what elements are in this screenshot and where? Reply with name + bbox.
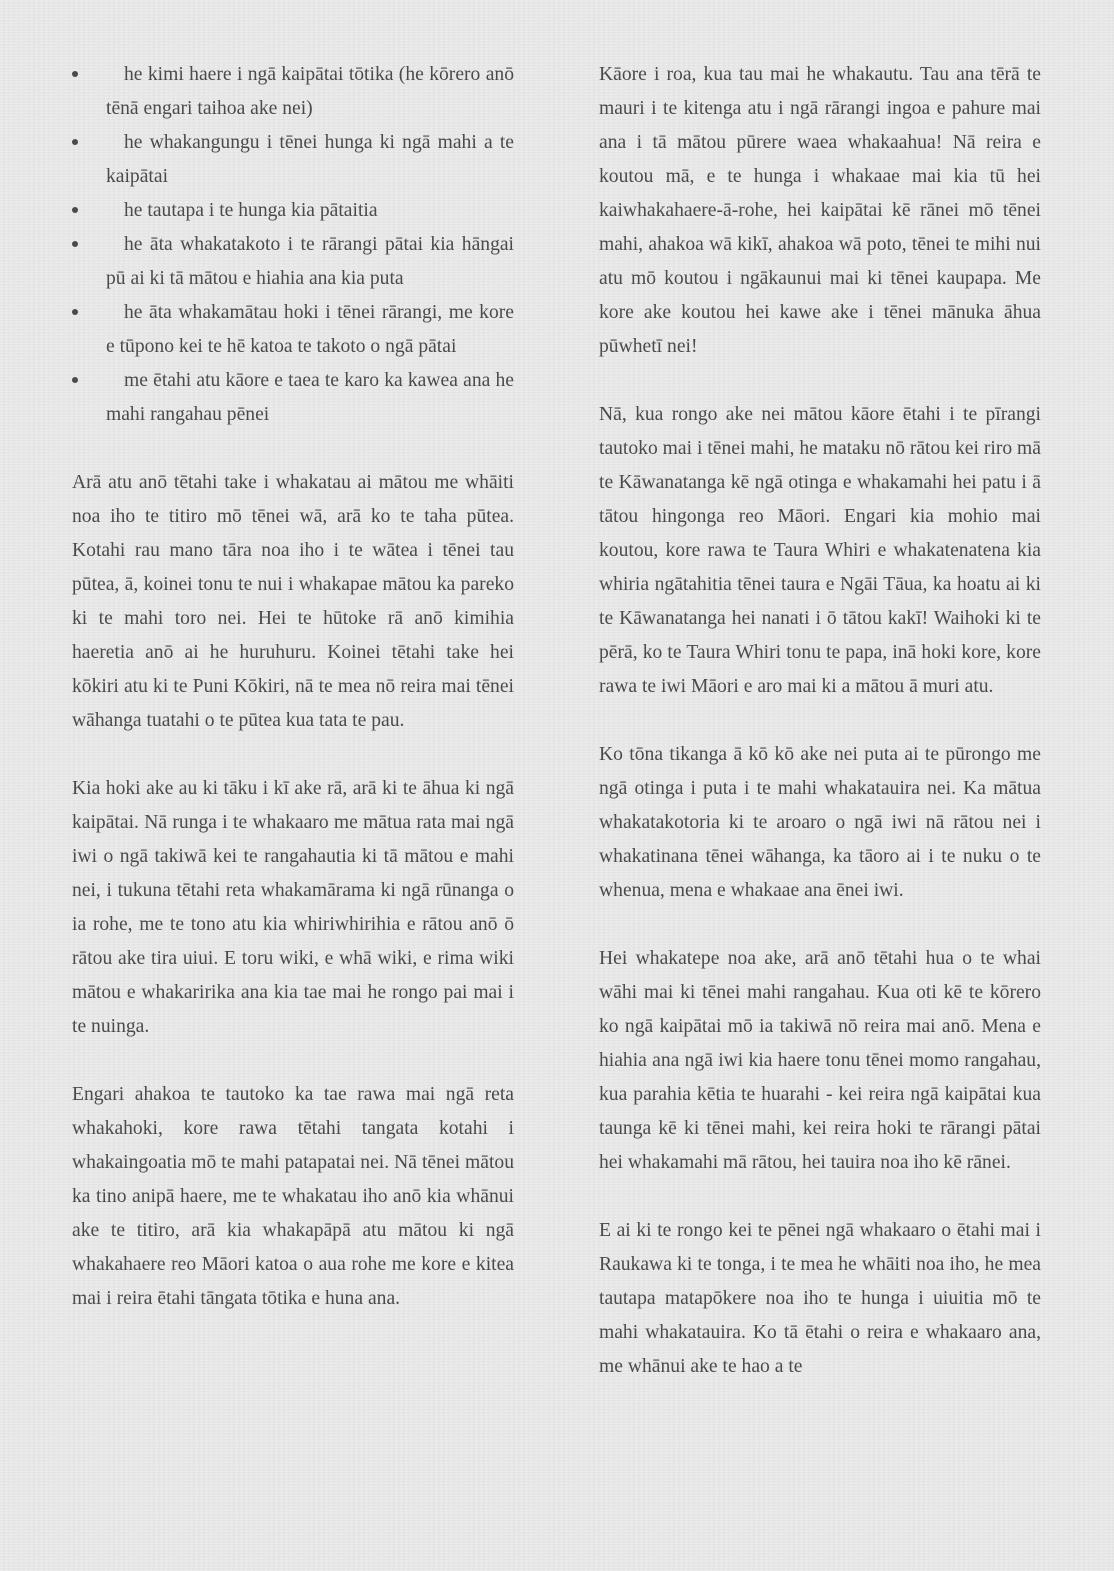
body-paragraph: E ai ki te rongo kei te pēnei ngā whakaaro o ētahi mai i Raukawa ki te tonga, i te mea he whāiti noa iho, he mea tautapa matapōkere noa iho te hunga i uiuitia mō te mahi whakatauira. Ko tā ētahi o reira e whakaaro ana, me whānui ake te hao a te (599, 1220, 1041, 1377)
bullet-text: me ētahi atu kāore e taea te karo ka kawea ana he mahi rangahau pēnei (106, 370, 514, 425)
bullet-item (72, 296, 514, 364)
bullet-text: he āta whakatakoto i te rārangi pātai kia hāngai pū ai ki tā mātou e hiahia ana kia puta (106, 234, 514, 289)
body-paragraph: Engari ahakoa te tautoko ka tae rawa mai ngā reta whakahoki, kore rawa tētahi tangata kotahi i whakaingoatia mō te mahi patapatai nei. Nā tēnei mātou ka tino anipā haere, me te whakatau iho anō kia whānui ake te titiro, arā kia whakapāpā atu mātou ki ngā whakahaere reo Māori katoa o aua rohe me kore e kitea mai i reira ētahi tāngata tōtika e huna ana. (72, 1084, 514, 1309)
bullet-dot-icon (72, 309, 78, 315)
bullet-item (72, 194, 514, 228)
right-column (599, 58, 1041, 1418)
body-paragraph: Nā, kua rongo ake nei mātou kāore ētahi i te pīrangi tautoko mai i tēnei mahi, he mataku nō rātou kei riro mā te Kāwanatanga kē ngā otinga e whakamahi hei patu i ā tātou hingonga reo Māori. Engari kia mohio mai koutou, kore rawa te Taura Whiri e whakatenatena kia whiria ngātahitia tēnei taura e Ngāi Tāua, ka hoatu ai ki te Kāwanatanga hei nanati i ō tātou kakī! Waihoki ki te pērā, ko te Taura Whiri tonu te papa, inā hoki kore, kore rawa te iwi Māori e aro mai ki a mātou ā muri atu. (599, 404, 1041, 697)
bullet-text: he tautapa i te hunga kia pātaitia (124, 200, 378, 221)
bullet-text: he kimi haere i ngā kaipātai tōtika (he kōrero anō tēnā engari taihoa ake nei) (106, 64, 514, 119)
bullet-dot-icon (72, 377, 78, 383)
bullet-text: he whakangungu i tēnei hunga ki ngā mahi a te kaipātai (106, 132, 514, 187)
bullet-item (72, 126, 514, 194)
bullet-item (72, 364, 514, 432)
body-paragraph: Kāore i roa, kua tau mai he whakautu. Tau ana tērā te mauri i te kitenga atu i ngā rārangi ingoa e pahure mai ana i tā mātou pūrere waea whakaahua! Nā reira e koutou mā, e te hunga i whakaae mai kia tū hei kaiwhakahaere-ā-rohe, hei kaipātai kē rānei mō tēnei mahi, ahakoa wā kikī, ahakoa wā poto, tēnei te mihi nui atu mō koutou i ngākaunui mai ki tēnei kaupapa. Me kore ake koutou hei kawe ake i tēnei mānuka āhua pūwhetī nei! (599, 64, 1041, 357)
body-paragraph: Ko tōna tikanga ā kō kō ake nei puta ai te pūrongo me ngā otinga i puta i te mahi whakatauira nei. Ka mātua whakatakotoria ki te aroaro o ngā iwi nā rātou nei i whakatinana tēnei wāhanga, ka tāoro ai i te nuku o te whenua, mena e whakaae ana ēnei iwi. (599, 744, 1041, 901)
body-paragraph: Hei whakatepe noa ake, arā anō tētahi hua o te whai wāhi mai ki tēnei mahi rangahau. Kua oti kē te kōrero ko ngā kaipātai mō ia takiwā nō reira mai anō. Mena e hiahia ana ngā iwi kia haere tonu tēnei momo rangahau, kua parahia kētia te huarahi - kei reira ngā kaipātai kua taunga kē ki tēnei mahi, kei reira hoki te rārangi pātai hei whakamahi mā rātou, hei tauira noa iho kē rānei. (599, 948, 1041, 1173)
bullet-list (72, 58, 514, 432)
bullet-dot-icon (72, 71, 78, 77)
left-column (72, 58, 514, 1350)
bullet-text: he āta whakamātau hoki i tēnei rārangi, me kore e tūpono kei te hē katoa te takoto o ngā pātai (106, 302, 514, 357)
bullet-item (72, 58, 514, 126)
bullet-item (72, 228, 514, 296)
bullet-dot-icon (72, 241, 78, 247)
body-paragraph: Arā atu anō tētahi take i whakatau ai mātou me whāiti noa iho te titiro mō tēnei wā, arā ko te taha pūtea. Kotahi rau mano tāra noa iho i te wātea i tēnei tau pūtea, ā, koinei tonu te nui i whakapae mātou ka pareko ki te mahi toro nei. Hei te hūtoke rā anō kimihia haeretia anō ai he huruhuru. Koinei tētahi take hei kōkiri atu ki te Puni Kōkiri, nā te mea nō reira mai tēnei wāhanga tuatahi o te pūtea kua tata te pau. (72, 472, 514, 731)
bullet-dot-icon (72, 207, 78, 213)
body-paragraph: Kia hoki ake au ki tāku i kī ake rā, arā ki te āhua ki ngā kaipātai. Nā runga i te whakaaro me mātua rata mai ngā iwi o ngā takiwā kei te rangahautia ki tā mātou e mahi nei, i tukuna tētahi reta whakamārama ki ngā rūnanga o ia rohe, me te tono atu kia whiriwhirihia e rātou anō ō rātou ake tira uiui. E toru wiki, e whā wiki, e rima wiki mātou e whakaririka ana kia tae mai he rongo pai mai i te nuinga. (72, 778, 514, 1037)
bullet-dot-icon (72, 139, 78, 145)
